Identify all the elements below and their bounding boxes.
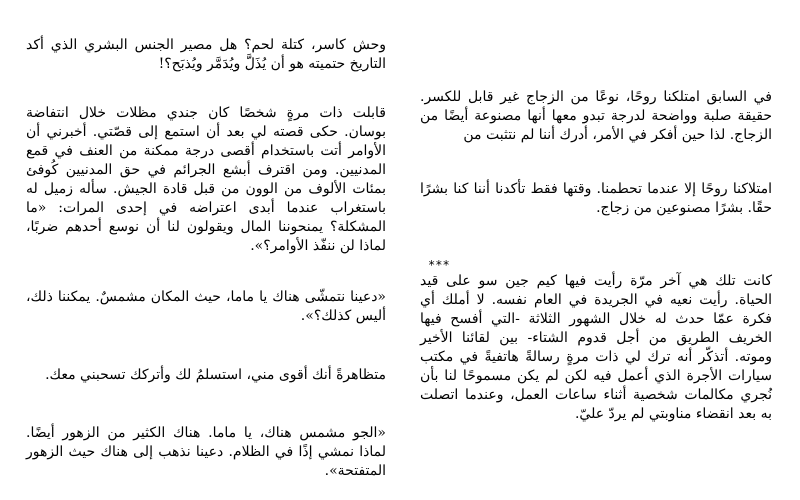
paragraph-last-meeting: كانت تلك هي آخر مرّة رأيت فيها كيم جين سو على قيد الحياة. رأيت نعيه في الجريدة في العام نفسه. لا أملك أي فكرة عمّا حدث له خلال الشهور الثلاثة -التي أفسح فيها الخريف الطريق من أجل قدوم الشتاء- بين لقائنا الأخير وموته. أتذكّر أنه ترك لي ذات مرةٍ رسالةً هاتفيةً في مكتب سيارات الأجرة الذي أعمل فيه لكن لم يكن مسموحًا لنا بأن نُجري مكالمات شخصية أثناء ساعات العمل، وعندما اتصلت به بعد انقضاء مناوبتي لم يردّ عليّ. xyxy=(420,273,772,422)
paragraph-sunny-walk: «دعينا نتمشّى هناك يا ماما، حيث المكان مشمسٌ. يمكننا ذلك، أليس كذلك؟». xyxy=(26,289,386,324)
section-separator: *** xyxy=(428,258,450,272)
paragraph-broken-humans: امتلاكنا روحًا إلا عندما تحطمنا. وقتها فقط تأكدنا أننا كنا بشرًا حقًا. بشرًا مصنوعين من زجاج. xyxy=(420,181,772,216)
paragraph-glass-soul: في السابق امتلكنا روحًا، نوعًا من الزجاج غير قابل للكسر. حقيقة صلبة وواضحة لدرجة تبدو معها أنها مصنوعة أيضًا من الزجاج. لذا حين أفكر في الأمر، أدرك أننا لم نتثبت من xyxy=(420,89,772,143)
paragraph-flowers: «الجو مشمس هناك، يا ماما. هناك الكثير من الزهور أيضًا. لماذا نمشي إذًا في الظلام. دعينا نذهب إلى هناك حيث الزهور المتفتحة». xyxy=(26,425,386,479)
paragraph-surrender: متظاهرةً أنك أقوى مني، استسلمُ لك وأتركك تسحبني معك. xyxy=(45,367,386,383)
paragraph-human-fate: وحش كاسر، كتلة لحم؟ هل مصير الجنس البشري الذي أكد التاريخ حتميته هو أن يُذَلَّ ويُدَمَّر ويُذبَح؟! xyxy=(26,37,386,72)
paragraph-paratrooper: قابلت ذات مرةٍ شخصًا كان جندي مظلات خلال انتفاضة بوسان. حكى قصته لي بعد أن استمع إلى قصّتي. أخبرني أن الأوامر أتت باستخدام أقصى درجة ممكنة من العنف في قمع المدنيين. ومن اقترف أبشع الجرائم في حق المدنيين كُوفئ بمئات الألوف من الوون من قبل قادة الجيش. سأله زميل له باستغراب عندما أبدى اعتراضه في إحدى المرات: «ما المشكلة؟ يمنحوننا المال ويقولون لنا أن نوسع أحدهم ضربًا، لماذا لن ننفّذ الأوامر؟». xyxy=(26,105,386,254)
